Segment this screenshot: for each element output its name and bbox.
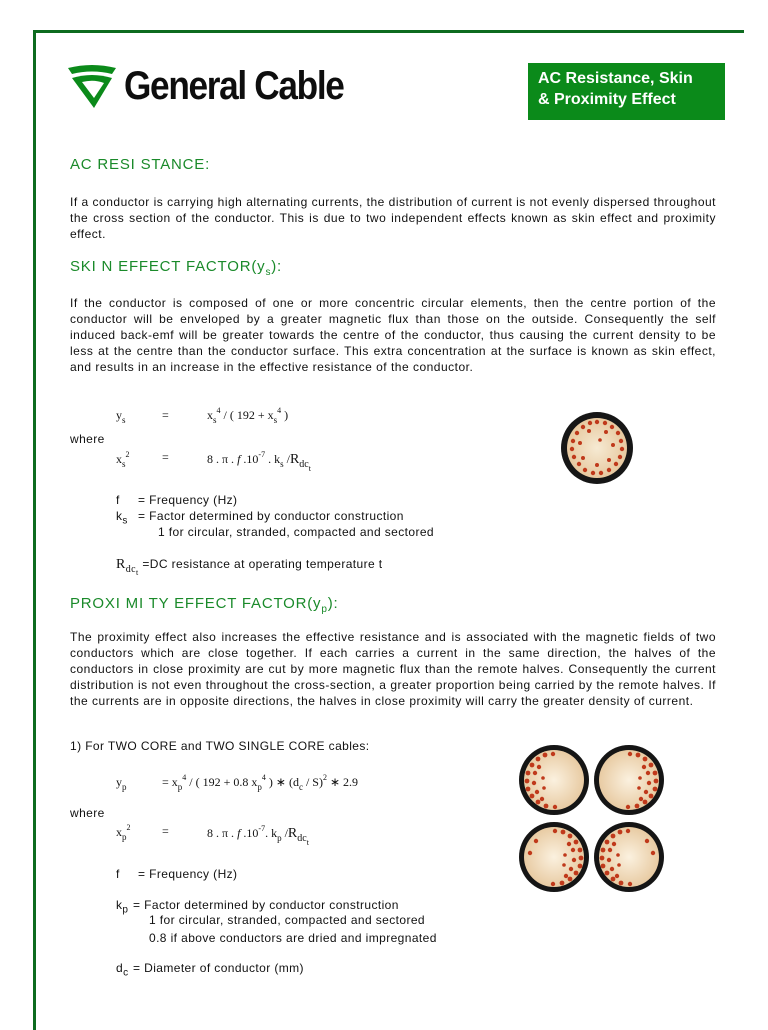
- skin-rdc-desc: =DC resistance at operating temperature t: [142, 557, 383, 571]
- logo-text: General Cable: [124, 63, 344, 108]
- proximity-kp-desc3: 0.8 if above conductors are dried and impregnated: [149, 931, 437, 945]
- proximity-kp-label: [116, 898, 128, 915]
- title-line-2: & Proximity Effect: [538, 91, 676, 108]
- proximity-kp-letter: k: [116, 898, 123, 912]
- proximity-effect-paragraph: The proximity effect also increases the effective resistance and is associated with the magnetic fields of two conductors which are close together. If each carries a current in the same direction, the halves of the conductors in close proximity are cut by more magnetic flux than the remote halves. Consequently the current distribution is not even throughout the cross-section, a greater proportion being carried by the remote halves. If the currents are in opposite directions, the halves in close proximity will carry the greater density of current.: [70, 630, 716, 708]
- proximity-cable-top-right: [594, 745, 664, 815]
- ys-formula-lhs: $y_s$: [116, 408, 126, 425]
- proximity-dc-desc: = Diameter of conductor (mm): [133, 961, 304, 975]
- proximity-where-label: where: [70, 806, 105, 820]
- xs2-formula-lhs: $x_s^2$: [116, 450, 130, 469]
- xs2-formula-rhs: 8 . π . f $.10^{-7}$ . $k_s$ $/R_{dc_t}$: [207, 450, 311, 473]
- ys-formula-rhs: $x_s^4$ / ( $192 + x_s^4$ ): [207, 406, 289, 425]
- proximity-case1-label: 1) For TWO CORE and TWO SINGLE CORE cables:: [70, 739, 370, 753]
- proximity-dc-letter: d: [116, 961, 124, 975]
- xp2-formula-rhs: 8 . π . f $.10^{-7}$. $k_p$ $/R_{dc_t}$: [207, 824, 309, 847]
- general-cable-logo: [66, 60, 374, 112]
- ac-resistance-paragraph: If a conductor is carrying high alternating currents, the distribution of current is not evenly dispersed throughout the cross section of the conductor. This is due to two independent effects known as skin effect and proximity effect.: [70, 195, 716, 241]
- skin-rdc-line: [116, 557, 383, 577]
- skin-ks-label: [116, 509, 128, 526]
- yp-formula-lhs: $y_p$: [116, 775, 127, 792]
- skin-effect-heading: [70, 258, 282, 278]
- proximity-dc-label: [116, 961, 128, 978]
- skin-ks-sub: s: [122, 515, 128, 527]
- skin-where-label: where: [70, 432, 105, 446]
- skin-effect-paragraph: If the conductor is composed of one or more concentric circular elements, then the centre portion of the conductor will be enveloped by a greater magnetic flux than those on the outside. Consequently the self induced back-emf will be greater towards the centre of the conductor, thus causing the current density to be less at the centre than the conductor surface. This extra concentration at the surface is known as skin effect, and results in an increase in the effective resistance of the conductor.: [70, 296, 716, 374]
- title-line-1: AC Resistance, Skin: [538, 70, 693, 87]
- proximity-effect-heading: [70, 595, 339, 615]
- skin-ks-desc: = Factor determined by conductor construction: [138, 509, 404, 523]
- skin-rdc-symbol: $R_{dc_t}$: [116, 557, 139, 577]
- skin-effect-cable-image: [559, 410, 635, 486]
- proximity-dc-sub: c: [123, 967, 129, 979]
- skin-ks-desc2: 1 for circular, stranded, compacted and sectored: [158, 525, 435, 539]
- page-frame-top: [33, 30, 744, 33]
- proximity-effect-cables-image: [518, 743, 666, 895]
- xs2-formula-eq: =: [162, 450, 169, 464]
- yp-formula-rhs: = $x_p^4$ / ( 192 + 0.8 $x_p^4$ ) ∗ $(d_c / S)^2$ ∗ 2.9: [162, 773, 359, 792]
- skin-effect-heading-text: SKI N EFFECT FACTOR(y: [70, 258, 266, 275]
- proximity-heading-text: PROXI MI TY EFFECT FACTOR(y: [70, 595, 322, 612]
- document-title-box: [528, 63, 725, 120]
- proximity-heading-end: ):: [327, 595, 339, 612]
- proximity-heading-sub: p: [321, 604, 328, 615]
- proximity-cable-bottom-left: [519, 822, 589, 892]
- proximity-f-label: f: [116, 867, 120, 881]
- proximity-cable-bottom-right: [594, 822, 664, 892]
- proximity-kp-desc2: 1 for circular, stranded, compacted and sectored: [149, 913, 426, 927]
- proximity-cable-top-left: [519, 745, 589, 815]
- ac-resistance-heading: AC RESI STANCE:: [70, 156, 211, 173]
- proximity-kp-desc: = Factor determined by conductor construction: [133, 898, 399, 912]
- page-frame-left: [33, 30, 36, 1030]
- proximity-kp-sub: p: [122, 904, 129, 916]
- skin-ks-letter: k: [116, 509, 123, 523]
- xp2-formula-lhs: $x_p^2$: [116, 823, 131, 842]
- skin-f-desc: = Frequency (Hz): [138, 493, 238, 507]
- proximity-f-desc: = Frequency (Hz): [138, 867, 238, 881]
- xp2-formula-eq: =: [162, 824, 169, 838]
- skin-effect-heading-sub: s: [265, 267, 272, 278]
- skin-f-label: f: [116, 493, 120, 507]
- ys-formula-eq: =: [162, 408, 169, 422]
- general-cable-logo-icon: [66, 60, 118, 112]
- skin-effect-heading-end: ):: [271, 258, 283, 275]
